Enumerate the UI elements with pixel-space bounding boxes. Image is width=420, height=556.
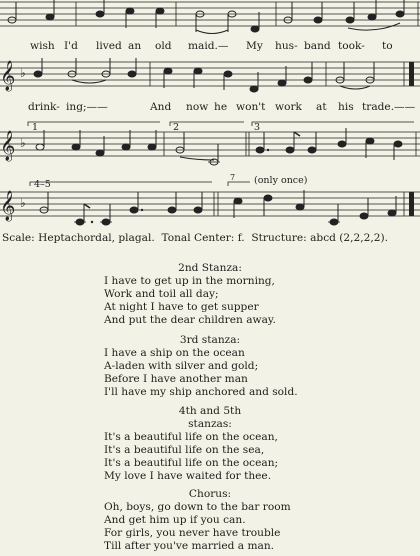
stanza-line: I have to get up in the morning, — [104, 275, 275, 287]
svg-text:𝄞: 𝄞 — [0, 131, 16, 161]
repeat-note: (only once) — [254, 175, 308, 186]
chorus — [0, 488, 420, 553]
svg-text:𝄞: 𝄞 — [0, 191, 16, 221]
structure-label: Structure: — [251, 232, 307, 244]
stanza-title: 4th and 5th — [178, 405, 242, 417]
svg-text:♭: ♭ — [20, 196, 26, 210]
stanza-line: I have a ship on the ocean — [104, 347, 245, 359]
stanza-4-5 — [0, 405, 420, 483]
stanza-title: Chorus: — [188, 488, 232, 500]
ending-number-2: 2 — [173, 122, 180, 133]
stanza-line: And put the dear children away. — [104, 314, 276, 326]
svg-text:7: 7 — [230, 173, 236, 182]
stanza-line: Work and toil all day; — [104, 288, 219, 300]
ending-number-4-5: 4–5 — [34, 179, 51, 190]
music-staff-3 — [0, 130, 420, 176]
stanza-title: 3rd stanza: — [179, 334, 241, 346]
music-staff-2 — [0, 60, 420, 106]
scale-value: Heptachordal, plagal. — [38, 232, 155, 244]
stanza-line: My love I have waited for thee. — [104, 470, 272, 482]
svg-text:♭: ♭ — [20, 136, 26, 150]
stanza-line: Till after you've married a man. — [104, 540, 275, 552]
stanza-line: For girls, you never have trouble — [104, 527, 281, 539]
stanza-line: Oh, boys, go down to the bar room — [104, 501, 291, 513]
lyrics-line-2: drink- ing;—— And now he won't work at his trade.—— — [28, 101, 416, 113]
stanza-line: Before I have another man — [104, 373, 248, 385]
stanza-title: 2nd Stanza: — [178, 262, 242, 274]
stanza-line: It's a beautiful life on the ocean, — [104, 431, 278, 443]
stanza-subtitle: stanzas: — [188, 418, 232, 430]
tonal-center-value: f. — [237, 232, 245, 244]
stanza-line: And get him up if you can. — [104, 514, 246, 526]
stanza-line: A-laden with silver and gold; — [104, 360, 259, 372]
stanza-line: I'll have my ship anchored and sold. — [104, 386, 298, 398]
stanza-2 — [0, 262, 420, 327]
scale-info-line — [2, 232, 418, 244]
stanza-line: It's a beautiful life on the ocean; — [104, 457, 279, 469]
stanza-3 — [0, 334, 420, 399]
svg-text:♭: ♭ — [20, 66, 26, 80]
ending-number-3: 3 — [254, 122, 261, 133]
stanza-line: It's a beautiful life on the sea, — [104, 444, 265, 456]
tonal-center-label: Tonal Center: — [161, 232, 235, 244]
scale-label: Scale: — [2, 232, 35, 244]
stanza-line: At night I have to get supper — [104, 301, 259, 313]
ending-number-1: 1 — [32, 122, 39, 133]
svg-text:𝄞: 𝄞 — [0, 61, 16, 91]
structure-value: abcd (2,2,2,2). — [310, 232, 388, 244]
lyrics-line-1: wish I'd lived an old maid.— My hus- band took- to — [30, 40, 393, 52]
